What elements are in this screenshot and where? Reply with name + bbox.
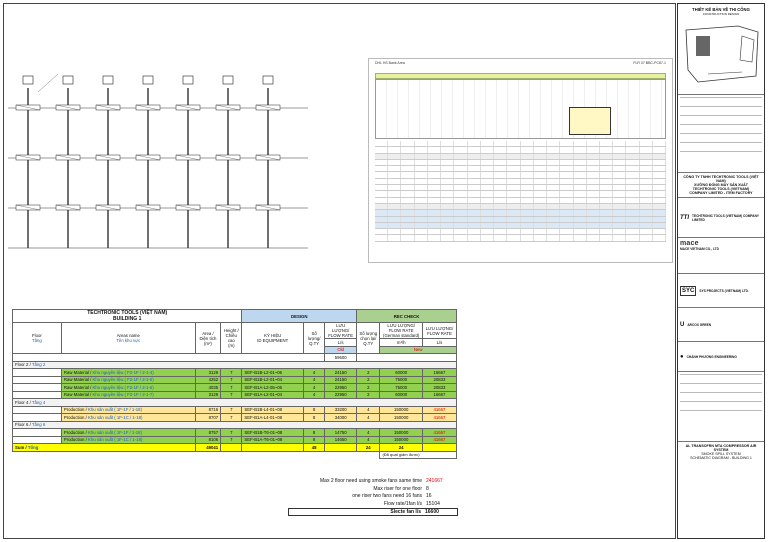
mini-row (375, 235, 666, 241)
smoke-fan-icon (183, 76, 193, 84)
smoke-fan-icon (143, 76, 153, 84)
note-text: Max riser for one floor (373, 485, 422, 492)
equipment-id: SEF-B1B-L2-01~04 (242, 376, 304, 384)
symbol-en: ID EQUIPMENT (257, 338, 289, 343)
area-value: 8707 (195, 414, 220, 422)
area-name-vi: Khu sản xuất ( 1F-1F / 1-18) (87, 429, 142, 435)
qty-value: 8 (304, 406, 325, 414)
area-name: Production / (63, 414, 88, 420)
floor-label-vi: Tầng 2 (31, 362, 46, 368)
equipment-id: SEF-B1B-L2-01~06 (242, 369, 304, 377)
floor-row (13, 399, 457, 407)
mini-rows (375, 141, 666, 242)
mini-right-label: FLR 07 BBC-PC87-1 (633, 61, 666, 65)
equipment-id: SEF-B1A-L2-01~04 (242, 391, 304, 399)
smoke-riser-diagram (8, 48, 308, 258)
rec-ls-value: 16667 (422, 369, 456, 377)
ttt-block (678, 197, 764, 237)
note-text: Max 2 floor need using smoke fans same time (320, 478, 422, 484)
note-line (288, 501, 458, 509)
ttt-logo-icon: TTI (680, 214, 689, 221)
design-header: DESIGN (242, 310, 357, 323)
tb-title: THIẾT KẾ BẢN VẼ THI CÔNG (692, 7, 750, 12)
leader-line (38, 74, 58, 92)
chanh-block (678, 341, 764, 371)
arcox-block (678, 307, 764, 341)
rec-qty-value: 2 (357, 376, 380, 384)
mace-logo: mace (680, 240, 699, 247)
flow-value: 22950 (325, 391, 357, 399)
qty-value: 8 (304, 436, 325, 444)
floor-row (13, 421, 457, 429)
height-unit: (m) (228, 343, 235, 348)
area-name-vi: Kho nguyên liệu ( F2-1F / 2-1-4) (92, 369, 154, 375)
height-value: 7 (221, 436, 242, 444)
rec-ls-value: 20833 (422, 384, 456, 392)
rec-qty-value: 2 (357, 384, 380, 392)
client-en: TECHTRONIC TOOLS (VIETNAM) (692, 187, 750, 191)
tb-subtitle: CONSTRUCTION DESIGN (702, 12, 740, 16)
flow-header: LƯU LƯỢNG/ FLOW RATE (325, 323, 357, 339)
old-label: Old (325, 346, 357, 354)
smoke-fan-icon (63, 76, 73, 84)
building-text: BUILDING 1 (113, 316, 142, 322)
qty-value: 4 (304, 391, 325, 399)
client-en2: COMPANY LIMITED - ITEM FACTORY (689, 191, 753, 195)
reduce-note: (Đã quạt giảm được) (380, 451, 457, 459)
rec-qty-header: Số lượng chọn lại/ Q.TY (357, 323, 380, 354)
area-name-vi: Khu sản xuất ( 1F-1C / 1-18) (87, 437, 143, 443)
height-value: 7 (221, 429, 242, 437)
flow-value: 14650 (325, 436, 357, 444)
note-line (288, 508, 458, 516)
client-vi: CÔNG TY TNHH TECHTRONIC TOOLS (VIỆT NAM) (683, 175, 759, 183)
rec-ls-value: 20833 (422, 376, 456, 384)
area-vi: Tên khu vực (116, 338, 141, 343)
area-name-vi: Khu sản xuất ( 1F-1F / 1-18) (87, 407, 142, 413)
mace-block (678, 237, 764, 273)
rec-qty-value: 2 (357, 369, 380, 377)
qty-value: 4 (304, 376, 325, 384)
mini-left-label: DHL HS Bank Area (375, 61, 405, 65)
mini-spreadsheet (368, 58, 673, 263)
smoke-fan-icon (103, 76, 113, 84)
area-name-vi: Kho nguyên liệu ( F2-1F / 2-1-5) (92, 377, 154, 383)
table-row (13, 391, 457, 399)
area-name: Raw Material / (63, 384, 93, 390)
flow-value: 22950 (325, 384, 357, 392)
qty-value: 4 (304, 384, 325, 392)
rec-m3h-value: 75000 (380, 384, 422, 392)
old-total: 59600 (325, 354, 357, 362)
rec-m3h-value: 150000 (380, 406, 422, 414)
area-m2-en: Area / Diện tích (199, 330, 217, 341)
area-value: 3129 (195, 391, 220, 399)
note-text: Flow rate/1fan l/s (383, 500, 422, 507)
area-value: 4252 (195, 376, 220, 384)
area-name: Raw Material / (63, 392, 93, 398)
flow-value: 34000 (325, 414, 357, 422)
revision-table (678, 94, 764, 172)
rec-ls-value: 41667 (422, 429, 456, 437)
floor-en: Floor (32, 333, 42, 338)
flow-value: 24150 (325, 376, 357, 384)
table-row (13, 376, 457, 384)
sum-rec-qty: 24 (357, 444, 380, 452)
area-col-header (61, 323, 195, 354)
sum-area: 49041 (195, 444, 220, 452)
equipment-id: SEF-B1A-T6-01~08 (242, 436, 304, 444)
rec-flow-de-header: LƯU LƯỢNG/ FLOW RATE (German standard) (380, 323, 422, 339)
note-line (288, 486, 458, 494)
signature-table (678, 371, 764, 441)
table-row (13, 429, 457, 437)
arcox-name: ARCOX GREEN (687, 322, 712, 327)
smoke-fan-icon (23, 76, 33, 84)
smoke-fan-icon (263, 76, 273, 84)
rec-ls-value: 41667 (422, 436, 456, 444)
qty-value: 4 (304, 369, 325, 377)
height-value: 7 (221, 384, 242, 392)
table-row (13, 436, 457, 444)
rec-qty-value: 4 (357, 429, 380, 437)
chanh-name: CHÁNH PHƯƠNG ENGINEERING (686, 354, 737, 359)
height-value: 7 (221, 376, 242, 384)
area-value: 8757 (195, 429, 220, 437)
ls2-unit: L/s (422, 339, 456, 347)
area-m2-unit: (m²) (203, 340, 212, 346)
ttt-name: TECHTRONIC TOOLS (VIETNAM) COMPANY LIMITED (692, 213, 759, 222)
rec-ls-value: 16667 (422, 391, 456, 399)
rec-m3h-value: 150000 (380, 436, 422, 444)
mini-header (369, 59, 672, 69)
drawing-title: AL TRANSOFRN MTA COMPRESSOR AIR SYSTEM (685, 444, 757, 452)
key-plan (678, 16, 764, 94)
arcox-logo-icon: U (680, 321, 685, 328)
note-text: Slecte fan l/s (390, 509, 421, 516)
key-plan-icon (678, 16, 765, 94)
rec-check-header: REC CHECK (357, 310, 457, 323)
note-line (288, 478, 458, 486)
equipment-id: SEF-B1A-L2-05~06 (242, 384, 304, 392)
table-row (13, 384, 457, 392)
rec-qty-value: 2 (357, 391, 380, 399)
mini-grid (375, 79, 666, 139)
chanh-logo-icon: ● (680, 353, 684, 360)
new-label: New (380, 346, 457, 354)
qty-value: 8 (304, 429, 325, 437)
floor-vi: Tầng (32, 338, 42, 343)
riser-svg (8, 48, 308, 258)
floor-label: Floor 4 / (15, 399, 32, 405)
qty-header: Số lượng/ Q.TY (304, 323, 325, 354)
height-value: 7 (221, 369, 242, 377)
equipment-id: SEF-B1A-L4-01~08 (242, 414, 304, 422)
rec-m3h-value: 150000 (380, 414, 422, 422)
area-name-vi: Khu sản xuất ( 1F-1C / 1-18) (87, 414, 143, 420)
rec-qty-value: 4 (357, 414, 380, 422)
symbol-vi: KÝ HIỆU (264, 333, 282, 338)
equipment-id: SEF-B1B-T6-01~08 (242, 429, 304, 437)
floor-col-header (13, 323, 62, 354)
sum-qty: 48 (304, 444, 325, 452)
equipment-id: SEF-B1B-L4-01~08 (242, 406, 304, 414)
sum-label-vi: Tổng (27, 444, 39, 450)
note-line (288, 493, 458, 501)
flow-value: 14750 (325, 429, 357, 437)
mini-tooltip (569, 107, 611, 135)
area-value: 3129 (195, 369, 220, 377)
sum-label: Sum / (15, 444, 28, 450)
rec-m3h-value: 150000 (380, 429, 422, 437)
rec-m3h-value: 60000 (380, 391, 422, 399)
sum-rec-m3h: 24 (380, 444, 422, 452)
ls-unit: L/s (325, 339, 357, 347)
syc-block (678, 273, 764, 307)
rec-ls-value: 41667 (422, 406, 456, 414)
rec-qty-value: 4 (357, 436, 380, 444)
table-body (13, 361, 457, 444)
note-value: 15104 (426, 500, 440, 507)
client-block (678, 172, 764, 197)
floor-label: Floor 2 / (15, 362, 32, 368)
table-row (13, 414, 457, 422)
area-name: Raw Material / (63, 369, 93, 375)
sum-row (13, 444, 457, 452)
height-value: 7 (221, 391, 242, 399)
smoke-fan-icon (223, 76, 233, 84)
company-text: TECHTRONIC TOOLS (VIỆT NAM) (87, 310, 168, 316)
area-name: Production / (63, 429, 88, 435)
height-value: 7 (221, 414, 242, 422)
m3h-unit: m³/h (380, 339, 422, 347)
flow-value: 24150 (325, 369, 357, 377)
area-m2-header (195, 323, 220, 354)
area-name: Production / (63, 437, 88, 443)
rec-m3h-value: 75000 (380, 376, 422, 384)
floor-label-vi: Tầng 6 (31, 422, 46, 428)
area-en: Areas name (116, 333, 140, 338)
area-value: 8716 (195, 406, 220, 414)
sheet-title-1: SMOKE SPILL SYSTEM (701, 452, 741, 456)
area-name: Production / (63, 407, 88, 413)
area-name: Raw Material / (63, 377, 93, 383)
note-value: 8 (426, 485, 429, 492)
floor-row (13, 361, 457, 369)
qty-value: 8 (304, 414, 325, 422)
rec-qty-value: 4 (357, 406, 380, 414)
smoke-fan-table (12, 309, 457, 459)
note-value: 16 (426, 493, 432, 500)
area-value: 8106 (195, 436, 220, 444)
floor-label: Floor 6 / (15, 422, 32, 428)
area-name-vi: Kho nguyên liệu ( F2-1F / 2-1-6) (92, 384, 154, 390)
note-value: 241667 (426, 478, 443, 484)
title-block (677, 3, 765, 539)
flow-value: 33200 (325, 406, 357, 414)
rec-m3h-value: 60000 (380, 369, 422, 377)
table-company (13, 310, 242, 323)
client-line2: XƯỞNG ĐÓNG MÁY SẢN XUẤT (694, 183, 748, 187)
floor-label-vi: Tầng 4 (31, 399, 46, 405)
calculation-notes (288, 478, 458, 516)
height-header (221, 323, 242, 354)
syc-name: SYS PROJECTS (VIETNAM) LTD. (699, 288, 749, 293)
sheet-title-2: SCHEMATIC DIAGRAM - BUILDING 1 (690, 456, 752, 460)
area-name-vi: Kho nguyên liệu ( F2-1F / 2-1-7) (92, 392, 154, 398)
height-value: 7 (221, 406, 242, 414)
height-en: Height / Chiều cao (223, 328, 239, 343)
rec-flow-header: LƯU LƯỢNG/ FLOW RATE (422, 323, 456, 339)
symbol-header (242, 323, 304, 354)
table-row (13, 369, 457, 377)
drawing-title-block (678, 441, 764, 462)
mace-name: MACE VIETNAM CO., LTD (680, 247, 719, 251)
table-row (13, 406, 457, 414)
area-value: 4035 (195, 384, 220, 392)
rec-ls-value: 41667 (422, 414, 456, 422)
note-text: one riser two fans need 16 fans (352, 493, 422, 500)
syc-logo: SYC (682, 287, 695, 294)
note-value: 16600 (425, 509, 439, 516)
